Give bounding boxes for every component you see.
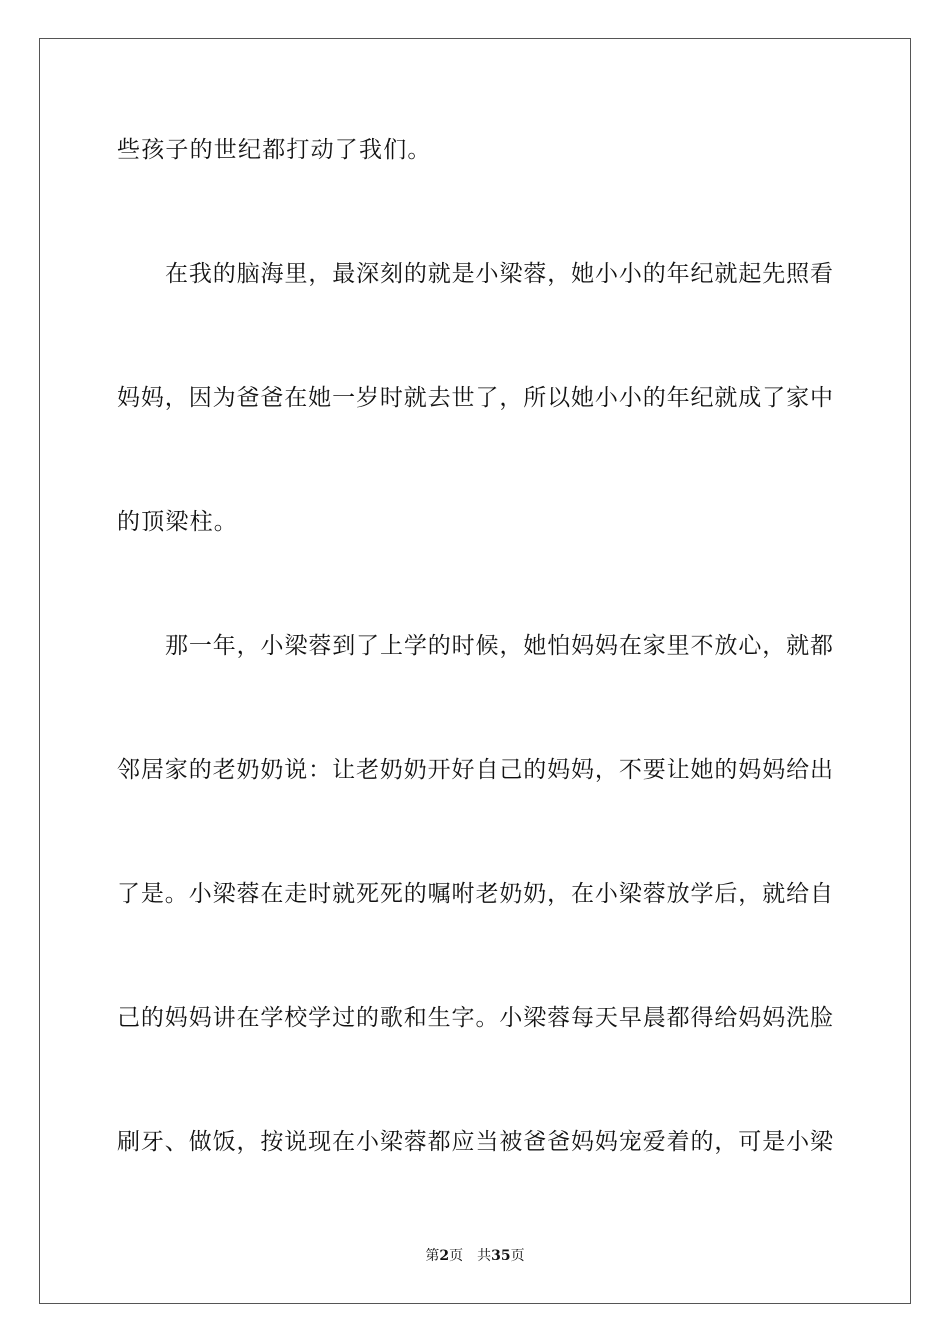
text-line-4: 的顶梁柱。	[117, 509, 238, 535]
text-line-9: 刷牙、做饭，按说现在小梁蓉都应当被爸爸妈妈宠爱着的，可是小梁	[117, 1129, 833, 1155]
footer-total-number: 35	[491, 1248, 511, 1264]
footer-page-prefix: 第	[425, 1248, 440, 1264]
text-line-6: 邻居家的老奶奶说：让老奶奶开好自己的妈妈，不要让她的妈妈给出	[117, 757, 833, 783]
page-footer	[0, 1247, 950, 1265]
text-line-3: 妈妈，因为爸爸在她一岁时就去世了，所以她小小的年纪就成了家中	[117, 385, 833, 411]
text-line-5: 那一年，小梁蓉到了上学的时候，她怕妈妈在家里不放心，就都	[165, 633, 833, 659]
footer-total-suffix: 页	[510, 1248, 525, 1264]
text-line-1: 些孩子的世纪都打动了我们。	[117, 137, 432, 163]
page-border	[39, 38, 911, 1304]
text-line-7: 了是。小梁蓉在走时就死死的嘱咐老奶奶，在小梁蓉放学后，就给自	[117, 881, 833, 907]
text-line-2: 在我的脑海里，最深刻的就是小梁蓉，她小小的年纪就起先照看	[165, 261, 833, 287]
footer-page-suffix: 页	[449, 1248, 464, 1264]
footer-total-prefix: 共	[477, 1248, 492, 1264]
footer-page-number: 2	[439, 1248, 450, 1264]
text-line-8: 己的妈妈讲在学校学过的歌和生字。小梁蓉每天早晨都得给妈妈洗脸	[117, 1005, 833, 1031]
